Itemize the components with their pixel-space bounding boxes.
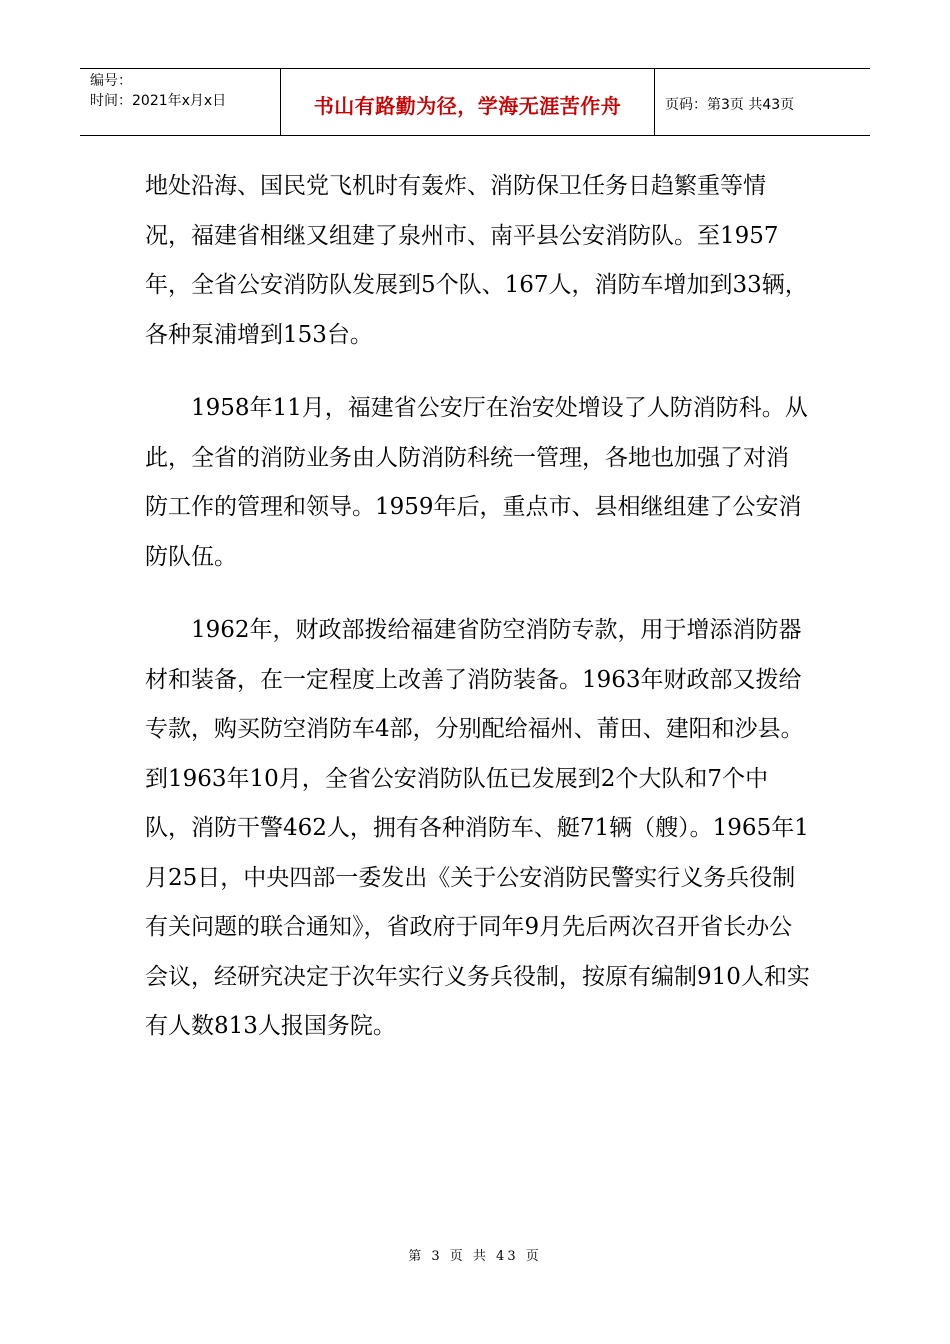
header-page-number: 页码：第3页 共43页 bbox=[665, 97, 795, 113]
paragraph-2: 1958年11月，福建省公安厅在治安处增设了人防消防科。从此，全省的消防业务由人防消防科统一管理，各地也加强了对消防工作的管理和领导。1959年后，重点市、县相继组建了公安消防队伍。 bbox=[145, 395, 808, 570]
paragraph-3: 1962年，财政部拨给福建省防空消防专款，用于增添消防器材和装备，在一定程度上改善了消防装备。1963年财政部又拨给专款，购买防空消防车4部，分别配给福州、莆田、建阳和沙县。到1963年10月，全省公安消防队伍已发展到2个大队和7个中队，消防干警462人，拥有各种消防车、艇71辆（艘）。1965年1月25日，中央四部一委发出《关于公安消防民警实行义务兵役制有关问题的联合通知》，省政府于同年9月先后两次召开省长办公会议，经研究决定于次年实行义务兵役制，按原有编制910人和实有人数813人报国务院。 bbox=[145, 617, 810, 1039]
document-body bbox=[145, 162, 810, 1076]
header-motto: 书山有路勤为径，学海无涯苦作舟 bbox=[281, 69, 655, 135]
paragraph-1: 地处沿海、国民党飞机时有轰炸、消防保卫任务日趋繁重等情况，福建省相继又组建了泉州市、南平县公安消防队。至1957年，全省公安消防队发展到5个队、167人，消防车增加到33辆，各种泵浦增到153台。 bbox=[145, 173, 808, 348]
document-number-label: 编号： bbox=[90, 73, 132, 89]
document-date-label: 时间：2021年x月x日 bbox=[90, 93, 227, 109]
page-header bbox=[80, 68, 870, 136]
page-footer: 第 3 页 共 43 页 bbox=[408, 1249, 542, 1264]
header-meta-cell bbox=[80, 69, 281, 135]
